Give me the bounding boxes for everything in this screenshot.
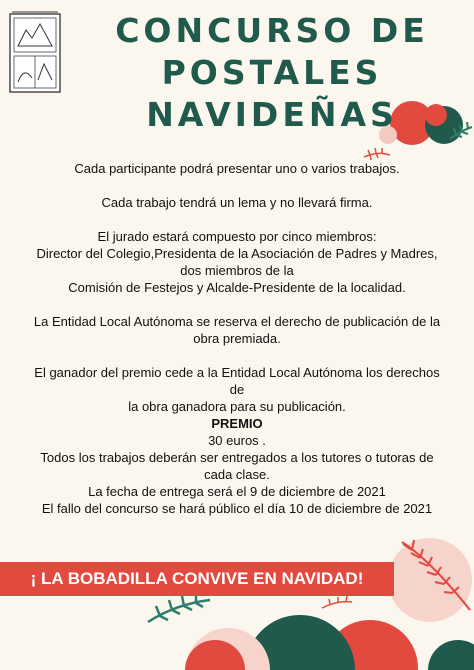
title-line-1: CONCURSO DE [115, 11, 429, 50]
rule-participants: Cada participante podrá presentar uno o varios trabajos. [74, 161, 400, 176]
slogan-banner: ¡ LA BOBADILLA CONVIVE EN NAVIDAD! [0, 562, 394, 596]
prize-value: 30 euros . [208, 433, 266, 448]
rule-winner-2: de [229, 382, 245, 397]
rule-jury-2: Director del Colegio,Presidenta de la Asociación de Padres y Madres, [36, 246, 438, 261]
rule-rights-1: La Entidad Local Autónoma se reserva el derecho de publicación de la [33, 314, 441, 329]
rule-winner-3: la obra ganadora para su publicación. [128, 399, 346, 414]
prize-label: PREMIO [211, 416, 263, 431]
title-line-2: POSTALES [161, 53, 383, 92]
delivery-date: La fecha de entrega será el 9 de diciembre de 2021 [88, 484, 386, 499]
rule-delivery-2: cada clase. [204, 467, 270, 482]
pink-circle-large [388, 538, 472, 622]
title-line-3: NAVIDEÑAS [146, 95, 398, 134]
teal-circle-right [428, 640, 474, 670]
rules-text [0, 160, 474, 517]
red-sprig-icon [364, 148, 390, 160]
rule-jury-4: Comisión de Festejos y Alcalde-Presidente de la localidad. [68, 280, 406, 295]
teal-leaf-icon [148, 593, 210, 622]
rule-delivery-1: Todos los trabajos deberán ser entregados a los tutores o tutoras de [40, 450, 434, 465]
crest-logo [8, 8, 62, 94]
rule-jury-3: dos miembros de la [180, 263, 294, 278]
rule-jury-1: El jurado estará compuesto por cinco miembros: [97, 229, 377, 244]
rule-winner-1: El ganador del premio cede a la Entidad Local Autónoma los derechos [34, 365, 440, 380]
verdict-date: El fallo del concurso se hará público el día 10 de diciembre de 2021 [41, 501, 433, 516]
page-title [70, 10, 474, 136]
red-twig-icon [322, 596, 352, 608]
rule-rights-2: obra premiada. [193, 331, 281, 346]
rule-motto: Cada trabajo tendrá un lema y no llevará firma. [101, 195, 373, 210]
